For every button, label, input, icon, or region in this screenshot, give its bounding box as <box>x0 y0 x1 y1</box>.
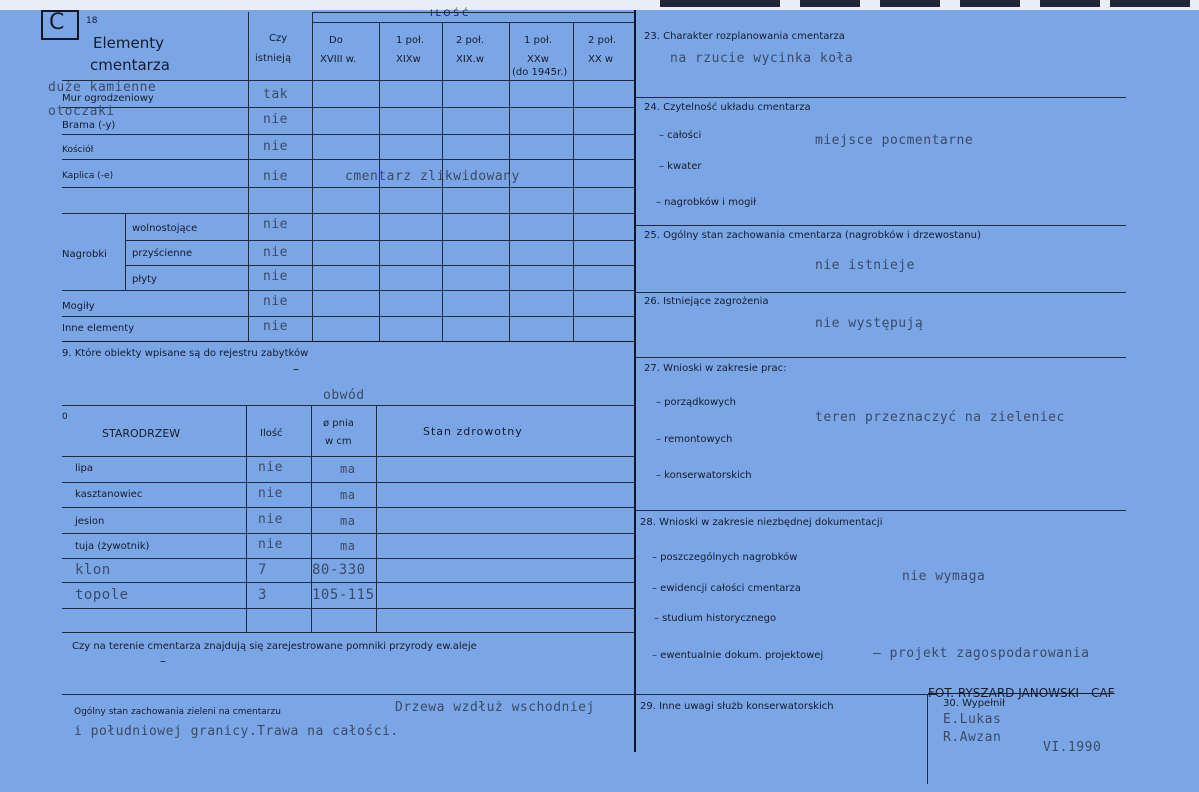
section-number: 18 <box>86 16 98 26</box>
col-1xix-header: 1 poł. <box>396 35 425 46</box>
s28-b: – ewidencji całości cmentarza <box>652 583 801 594</box>
starodrzew-num: 0 <box>62 412 68 422</box>
s27-value: teren przeznaczyć na zieleniec <box>815 410 1065 425</box>
col-elements-header-2: cmentarza <box>90 56 170 74</box>
mogily-value: nie <box>263 294 288 309</box>
mur-typed-1: duże kamienne <box>48 80 157 95</box>
s28-d: – ewentualnie dokum. projektowej <box>652 650 824 661</box>
wolnostojace-label: wolnostojące <box>132 223 198 234</box>
s30-name-2: R.Awzan <box>943 730 1002 745</box>
kaplica-value: nie <box>263 169 288 184</box>
col-2xx-header-2: XX w <box>588 54 614 65</box>
col-czy-header-2: istnieją <box>255 53 292 64</box>
s26-value: nie występują <box>815 316 924 331</box>
photo-credit: FOT. RYSZARD JANOWSKI - CAF <box>928 686 1115 700</box>
mur-typed-2: otoczaki <box>48 104 115 119</box>
przyscienne-label: przyścienne <box>132 248 193 259</box>
s24-kwater: – kwater <box>659 161 702 172</box>
wolnostojace-value: nie <box>263 217 288 232</box>
cmentarz-zlikwidowany: cmentarz zlikwidowany <box>345 169 520 184</box>
tree-ilosc: nie <box>258 460 283 475</box>
s28-proj: – projekt zagospodarowania <box>873 646 1090 661</box>
s24-nagrobkow: – nagrobków i mogił <box>656 197 757 208</box>
tree-ilosc: nie <box>258 512 283 527</box>
pnia-header: ø pnia <box>323 418 354 429</box>
s27-label: 27. Wnioski w zakresie prac: <box>644 363 787 374</box>
nagrobki-label: Nagrobki <box>62 249 107 260</box>
col-1xix-header-2: XIXw <box>396 54 421 65</box>
tree-name: topole <box>75 587 129 603</box>
s24-label: 24. Czytelność układu cmentarza <box>644 102 811 113</box>
tree-pnia: 80-330 <box>312 562 366 578</box>
top-strip <box>0 0 1199 10</box>
s27-a: – porządkowych <box>656 397 736 408</box>
kosciol-value: nie <box>263 139 288 154</box>
tree-ilosc: 7 <box>258 562 267 578</box>
tree-ilosc: nie <box>258 537 283 552</box>
tree-name: jesion <box>75 516 105 527</box>
tree-name: tuja (żywotnik) <box>75 541 150 552</box>
pomniki-dash: – <box>160 654 166 668</box>
s27-c: – konserwatorskich <box>656 470 752 481</box>
s25-value: nie istnieje <box>815 258 915 273</box>
zielen-typed-2: i południowej granicy.Trawa na całości. <box>74 724 399 739</box>
col-czy-header: Czy <box>269 33 288 44</box>
tree-name: klon <box>75 562 111 578</box>
col-1xx-header-3: (do 1945r.) <box>512 67 568 78</box>
s23-label: 23. Charakter rozplanowania cmentarza <box>644 31 845 42</box>
s30-name-1: E.Lukas <box>943 712 1002 727</box>
pnia-header-2: w cm <box>325 436 352 447</box>
col-2xix-header-2: XIX.w <box>456 54 485 65</box>
col-1xx-header: 1 poł. <box>524 35 553 46</box>
zielen-label: Ogólny stan zachowania zieleni na cmentarzu <box>74 707 281 717</box>
tree-pnia: ma <box>340 488 356 502</box>
s29-label: 29. Inne uwagi służb konserwatorskich <box>640 701 834 712</box>
rejestr-value: obwód <box>323 388 365 403</box>
tree-pnia: ma <box>340 539 356 553</box>
zielen-typed-1: Drzewa wzdłuż wschodniej <box>395 700 595 715</box>
section-letter: C <box>49 10 65 35</box>
s24-value: miejsce pocmentarne <box>815 133 974 148</box>
brama-label: Brama (-y) <box>62 120 116 131</box>
starodrzew-header: STARODRZEW <box>102 427 181 440</box>
s26-label: 26. Istniejące zagrożenia <box>644 296 769 307</box>
tree-pnia: ma <box>340 514 356 528</box>
brama-value: nie <box>263 112 288 127</box>
s24-calosci: – całości <box>659 130 702 141</box>
tree-pnia: 105-115 <box>312 587 375 603</box>
kaplica-label: Kaplica (-e) <box>62 171 114 181</box>
s28-c: – studium historycznego <box>654 613 777 624</box>
col-1xx-header-2: XXw <box>527 54 549 65</box>
inne-label: Inne elementy <box>62 323 135 334</box>
ilosc-header: Ilość <box>260 428 283 439</box>
col-2xx-header: 2 poł. <box>588 35 617 46</box>
plyty-value: nie <box>263 269 288 284</box>
tree-ilosc: nie <box>258 486 283 501</box>
s28-label: 28. Wnioski w zakresie niezbędnej dokumentacji <box>640 517 883 528</box>
tree-pnia: ma <box>340 462 356 476</box>
tree-name: lipa <box>75 463 94 474</box>
s27-b: – remontowych <box>656 434 733 445</box>
plyty-label: płyty <box>132 274 157 285</box>
s30-label: 30. Wypełnił <box>943 698 1006 709</box>
col-do-header: Do <box>329 35 343 46</box>
pomniki-label: Czy na terenie cmentarza znajdują się zarejestrowane pomniki przyrody ew.aleje <box>72 641 477 652</box>
stan-header: Stan zdrowotny <box>423 425 523 438</box>
mur-label: Mur ogrodzeniowy <box>62 93 154 104</box>
s28-a: – poszczególnych nagrobków <box>652 552 798 563</box>
date: VI.1990 <box>1043 740 1102 755</box>
mogily-label: Mogiły <box>62 301 95 312</box>
inne-value: nie <box>263 319 288 334</box>
rejestr-label: 9. Które obiekty wpisane są do rejestru zabytków <box>62 348 309 359</box>
s25-label: 25. Ogólny stan zachowania cmentarza (nagrobków i drzewostanu) <box>644 230 981 241</box>
kosciol-label: Kościół <box>62 145 94 155</box>
s23-value: na rzucie wycinka koła <box>670 51 854 66</box>
col-elements-header: Elementy <box>93 34 164 52</box>
przyscienne-value: nie <box>263 245 288 260</box>
tree-name: kasztanowiec <box>75 489 143 500</box>
mur-value: tak <box>263 87 288 102</box>
col-2xix-header: 2 poł. <box>456 35 485 46</box>
rejestr-dash: – <box>293 362 299 376</box>
tree-ilosc: 3 <box>258 587 267 603</box>
col-ilosc-header: ILOŚĆ <box>430 9 472 19</box>
s28-value: nie wymaga <box>902 569 986 584</box>
col-do-header-2: XVIII w. <box>320 54 357 65</box>
